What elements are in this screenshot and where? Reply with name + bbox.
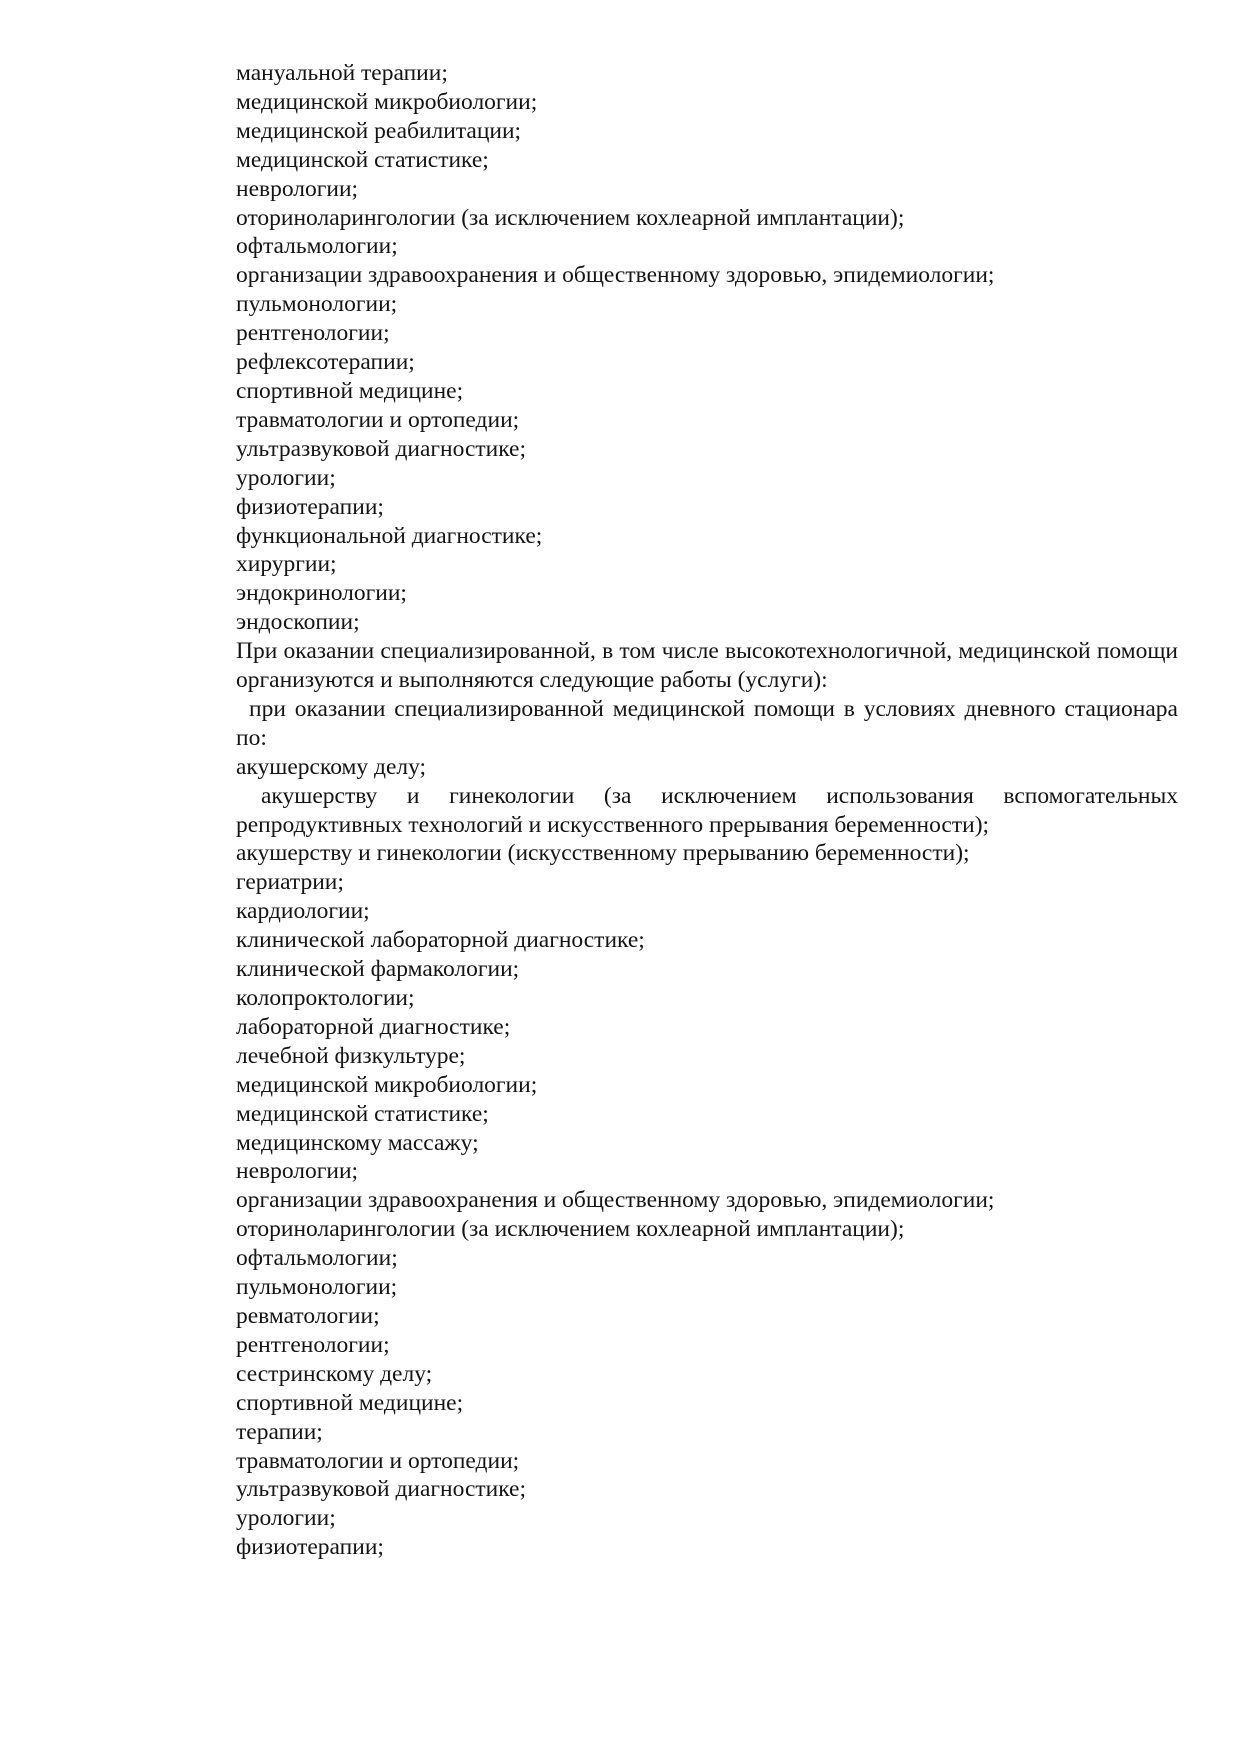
list-item: физиотерапии; [236,493,384,520]
list-item: клинической фармакологии; [236,956,520,983]
list-item: терапии; [236,1418,323,1445]
list-item: ультразвуковой диагностике; [236,435,527,462]
list-item: медицинской микробиологии; [236,1071,538,1098]
list-item: клинической лабораторной диагностике; [236,927,645,954]
list-item: медицинской статистике; [236,1100,489,1127]
list-item: неврологии; [236,1158,359,1185]
list-item: акушерству и гинекологии (за исключением использования вспомогательных репродуктивных технологий и искусственного прерывания беременности); [236,782,1178,838]
list-item: акушерскому делу; [236,753,427,780]
list-item: рентгенологии; [236,1331,390,1358]
list-item: лабораторной диагностике; [236,1013,511,1040]
list-item: организации здравоохранения и общественному здоровью, эпидемиологии; [236,1187,995,1214]
list-item: медицинской статистике; [236,146,489,173]
list-item: лечебной физкультуре; [236,1042,466,1069]
list-item: офтальмологии; [236,233,398,260]
list-item: травматологии и ортопедии; [236,1447,520,1474]
list-item: офтальмологии; [236,1245,398,1272]
list-item: урологии; [236,1505,336,1532]
list-item: урологии; [236,464,336,491]
list-item: спортивной медицине; [236,1389,464,1416]
list-item: пульмонологии; [236,1274,398,1301]
list-item: эндокринологии; [236,580,407,607]
list-item: эндоскопии; [236,609,360,636]
list-item: рефлексотерапии; [236,349,415,376]
list-item: медицинскому массажу; [236,1129,479,1156]
list-item: оториноларингологии (за исключением кохлеарной имплантации); [236,1216,905,1243]
day-hospital-paragraph: при оказании специализированной медицинской помощи в условиях дневного стационара по: [236,695,1178,751]
list-item: кардиологии; [236,898,370,925]
list-item: пульмонологии; [236,291,398,318]
list-item: мануальной терапии; [236,60,448,86]
list-item: неврологии; [236,175,359,202]
list-item: травматологии и ортопедии; [236,406,520,433]
list-item: колопроктологии; [236,985,415,1011]
list-item: акушерству и гинекологии (искусственному прерыванию беременности); [236,840,970,867]
document-body [236,59,1178,1562]
list-item: функциональной диагностике; [236,522,543,549]
list-item: оториноларингологии (за исключением кохлеарной имплантации); [236,204,905,231]
list-item: ревматологии; [236,1302,380,1329]
intro-paragraph: При оказании специализированной, в том числе высокотехнологичной, медицинской помощи организуются и выполняются следующие работы (услуги): [236,638,1178,694]
list-item: гериатрии; [236,869,344,896]
list-item: сестринскому делу; [236,1360,433,1387]
specialty-list-1 [236,59,1178,637]
list-item: рентгенологии; [236,320,390,347]
list-item: организации здравоохранения и общественному здоровью, эпидемиологии; [236,262,995,289]
specialty-list-2 [236,753,1178,1562]
list-item: спортивной медицине; [236,377,464,404]
list-item: физиотерапии; [236,1534,384,1561]
list-item: хирургии; [236,551,337,578]
list-item: медицинской микробиологии; [236,88,538,115]
list-item: ультразвуковой диагностике; [236,1476,527,1503]
list-item: медицинской реабилитации; [236,117,522,144]
